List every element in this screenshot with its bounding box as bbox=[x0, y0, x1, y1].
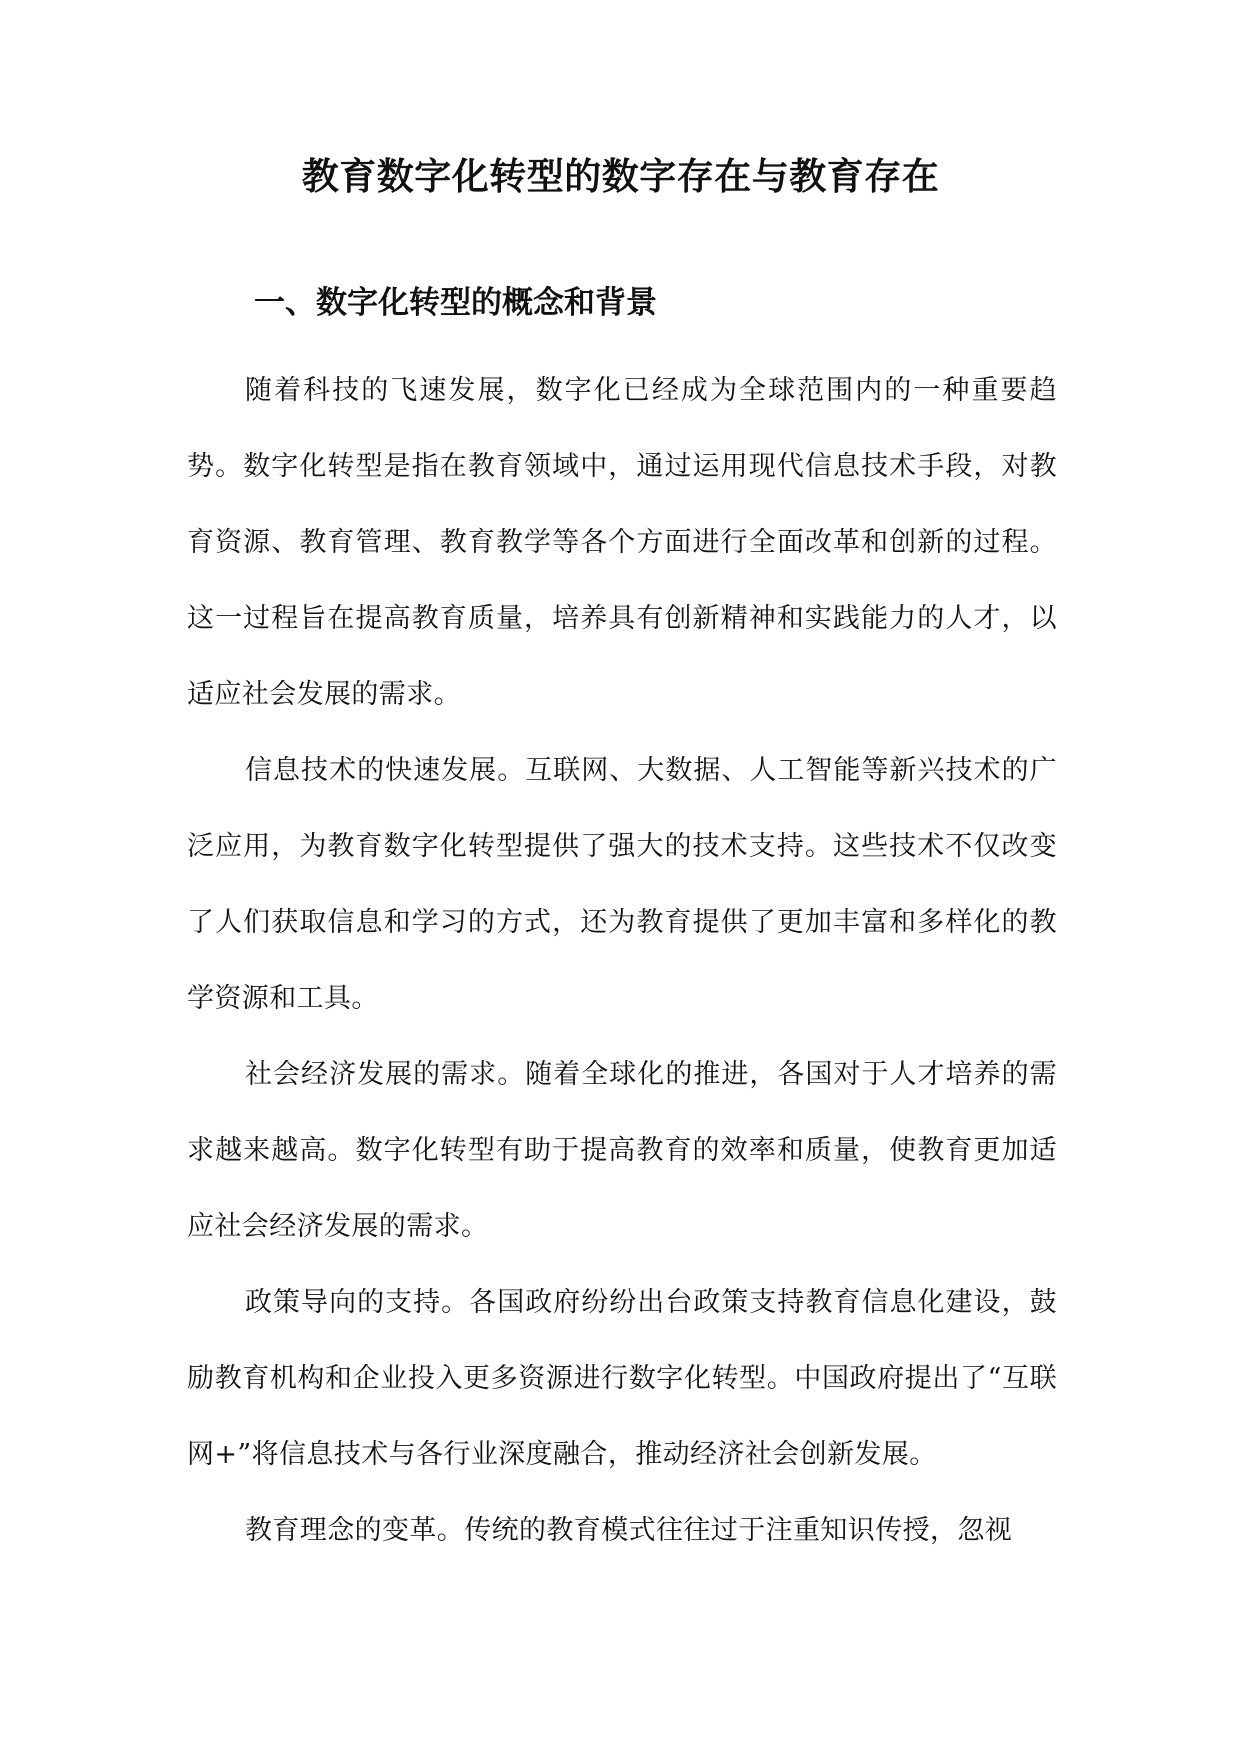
body-paragraph: 政策导向的支持。各国政府纷纷出台政策支持教育信息化建设，鼓励教育机构和企业投入更多资源进行数字化转型。中国政府提出了“互联网+”将信息技术与各行业深度融合，推动经济社会创新发展。 bbox=[187, 1287, 1057, 1470]
document-title: 教育数字化转型的数字存在与教育存在 bbox=[301, 154, 940, 198]
section-heading: 一、数字化转型的概念和背景 bbox=[254, 285, 657, 321]
body-paragraph: 随着科技的飞速发展，数字化已经成为全球范围内的一种重要趋势。数字化转型是指在教育领域中，通过运用现代信息技术手段，对教育资源、教育管理、教育教学等各个方面进行全面改革和创新的过程。这一过程旨在提高教育质量，培养具有创新精神和实践能力的人才，以适应社会发展的需求。 bbox=[187, 375, 1057, 710]
body-paragraph: 信息技术的快速发展。互联网、大数据、人工智能等新兴技术的广泛应用，为教育数字化转型提供了强大的技术支持。这些技术不仅改变了人们获取信息和学习的方式，还为教育提供了更加丰富和多样化的教学资源和工具。 bbox=[187, 755, 1057, 1014]
body-paragraph: 社会经济发展的需求。随着全球化的推进，各国对于人才培养的需求越来越高。数字化转型有助于提高教育的效率和质量，使教育更加适应社会经济发展的需求。 bbox=[187, 1059, 1057, 1242]
body-paragraph: 教育理念的变革。传统的教育模式往往过于注重知识传授，忽视 bbox=[245, 1515, 1013, 1546]
